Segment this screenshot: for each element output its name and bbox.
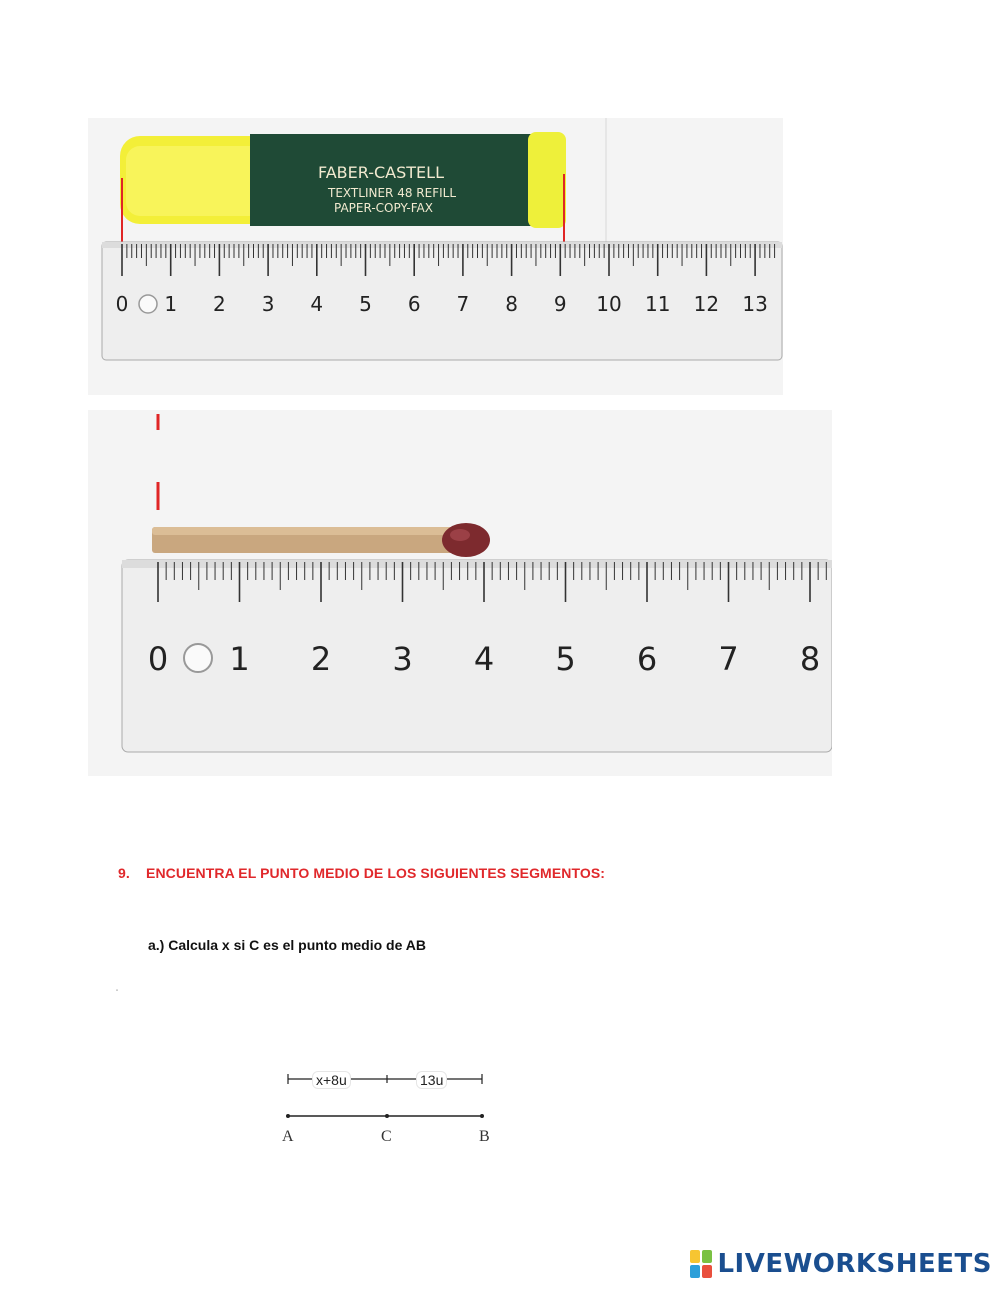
label-cb: 13u [416, 1071, 447, 1089]
ruler-label-2: 2 [310, 640, 332, 678]
top-ruler [102, 242, 782, 360]
liveworksheets-logo[interactable] [690, 1249, 992, 1279]
ruler-label-13: 13 [742, 292, 768, 316]
ruler-label-0: 0 [115, 292, 129, 316]
marker-line2: PAPER-COPY-FAX [334, 201, 433, 215]
ruler-label-8: 8 [505, 292, 518, 316]
ruler-hole-bottom [184, 644, 212, 672]
ruler-label-7: 7 [718, 640, 739, 678]
point-c-dot [385, 1114, 389, 1118]
point-c-label: C [381, 1128, 392, 1145]
ruler-label-11: 11 [644, 292, 671, 316]
marker-line1: TEXTLINER 48 REFILL [328, 186, 457, 200]
question-number: 9. [118, 865, 130, 881]
ruler-label-4: 4 [310, 292, 324, 316]
label-ac: x+8u [312, 1071, 351, 1089]
ruler-label-1: 1 [164, 292, 178, 316]
point-a-dot [286, 1114, 290, 1118]
ruler-label-6: 6 [407, 292, 421, 316]
ruler-label-9: 9 [553, 292, 567, 316]
point-b-dot [480, 1114, 484, 1118]
ruler-label-4: 4 [473, 640, 495, 678]
point-a-label: A [282, 1128, 294, 1145]
subquestion-text: a.) Calcula x si C es el punto medio de AB [148, 937, 426, 953]
ruler-label-0: 0 [147, 640, 169, 678]
tiny-mark: " [116, 990, 119, 996]
liveworksheets-logo-icon [690, 1250, 714, 1278]
highlighter-ruler-image [88, 118, 783, 395]
question-text: ENCUENTRA EL PUNTO MEDIO DE LOS SIGUIENTES SEGMENTOS: [146, 865, 606, 881]
match-ruler-drawing [88, 410, 832, 776]
ruler-label-5: 5 [555, 640, 576, 678]
match-ruler-image [88, 410, 832, 776]
ruler-label-10: 10 [596, 292, 622, 316]
point-b-label: B [479, 1128, 490, 1145]
ruler-hole [139, 295, 157, 313]
bottom-ruler-labels [148, 640, 820, 678]
marker-brand: FABER-CASTELL [318, 163, 444, 182]
question-heading [118, 865, 605, 881]
highlighter-end [528, 132, 566, 228]
ruler-label-7: 7 [456, 292, 470, 316]
ruler-label-12: 12 [693, 292, 720, 316]
match-head [442, 523, 490, 557]
ruler-label-8: 8 [799, 640, 821, 678]
ruler-label-5: 5 [359, 292, 372, 316]
ruler-label-6: 6 [636, 640, 658, 678]
logo-text: LIVEWORKSHEETS [717, 1249, 992, 1279]
ruler-label-3: 3 [261, 292, 275, 316]
highlighter-ruler-drawing [88, 118, 783, 395]
ruler-label-2: 2 [213, 292, 226, 316]
ruler-label-1: 1 [229, 640, 250, 678]
ruler-label-3: 3 [392, 640, 413, 678]
